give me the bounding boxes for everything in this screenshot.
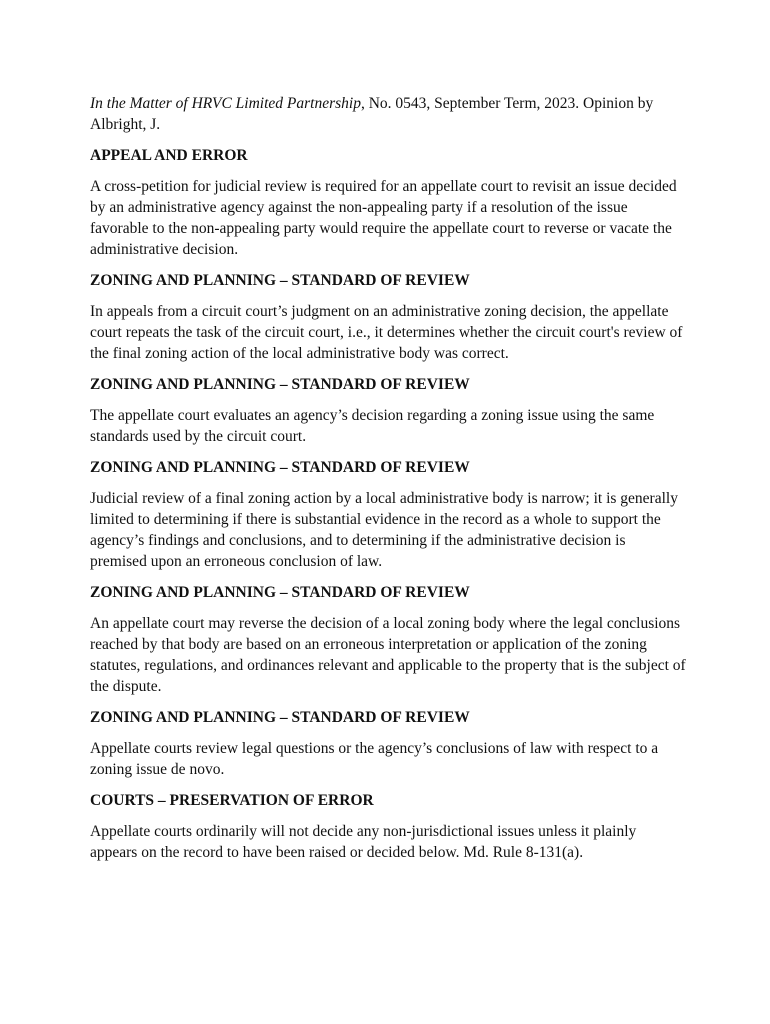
section-heading-zoning-2: ZONING AND PLANNING – STANDARD OF REVIEW xyxy=(90,376,470,393)
case-caption xyxy=(90,93,686,135)
section-heading-appeal-and-error: APPEAL AND ERROR xyxy=(90,147,248,164)
section-text-zoning-4: An appellate court may reverse the decision of a local zoning body where the legal conclusions reached by that body are based on an erroneous interpretation or application of the zoning statutes, regulations, and ordinances relevant and applicable to the property that is the subject of the dispute. xyxy=(90,615,686,695)
section-heading-zoning-4: ZONING AND PLANNING – STANDARD OF REVIEW xyxy=(90,584,470,601)
section-text-zoning-1: In appeals from a circuit court’s judgment on an administrative zoning decision, the appellate court repeats the task of the circuit court, i.e., it determines whether the circuit court's review of the final zoning action of the local administrative body was correct. xyxy=(90,303,683,362)
case-name: In the Matter of HRVC Limited Partnership xyxy=(90,95,361,112)
section-text-appeal-and-error: A cross-petition for judicial review is required for an appellate court to revisit an issue decided by an administrative agency against the non-appealing party if a resolution of the issue favorable to the non-appealing party would require the appellate court to reverse or vacate the administrative decision. xyxy=(90,178,677,258)
section-heading-preservation-of-error: COURTS – PRESERVATION OF ERROR xyxy=(90,792,374,809)
section-text-zoning-5: Appellate courts review legal questions or the agency’s conclusions of law with respect to a zoning issue de novo. xyxy=(90,740,659,778)
section-text-preservation-of-error: Appellate courts ordinarily will not decide any non-jurisdictional issues unless it plainly appears on the record to have been raised or decided below. Md. Rule 8-131(a). xyxy=(90,823,637,861)
section-text-zoning-2: The appellate court evaluates an agency’s decision regarding a zoning issue using the same standards used by the circuit court. xyxy=(90,407,655,445)
section-text-zoning-3: Judicial review of a final zoning action by a local administrative body is narrow; it is generally limited to determining if there is substantial evidence in the record as a whole to support the agency’s findings and conclusions, and to determining if the administrative decision is premised upon an erroneous conclusion of law. xyxy=(90,490,678,570)
section-heading-zoning-1: ZONING AND PLANNING – STANDARD OF REVIEW xyxy=(90,272,470,289)
section-heading-zoning-3: ZONING AND PLANNING – STANDARD OF REVIEW xyxy=(90,459,470,476)
caption-details: , No. 0543, September Term, 2023. Opinion by Albright, J. xyxy=(90,95,654,133)
document-page xyxy=(90,93,686,873)
section-heading-zoning-5: ZONING AND PLANNING – STANDARD OF REVIEW xyxy=(90,709,470,726)
